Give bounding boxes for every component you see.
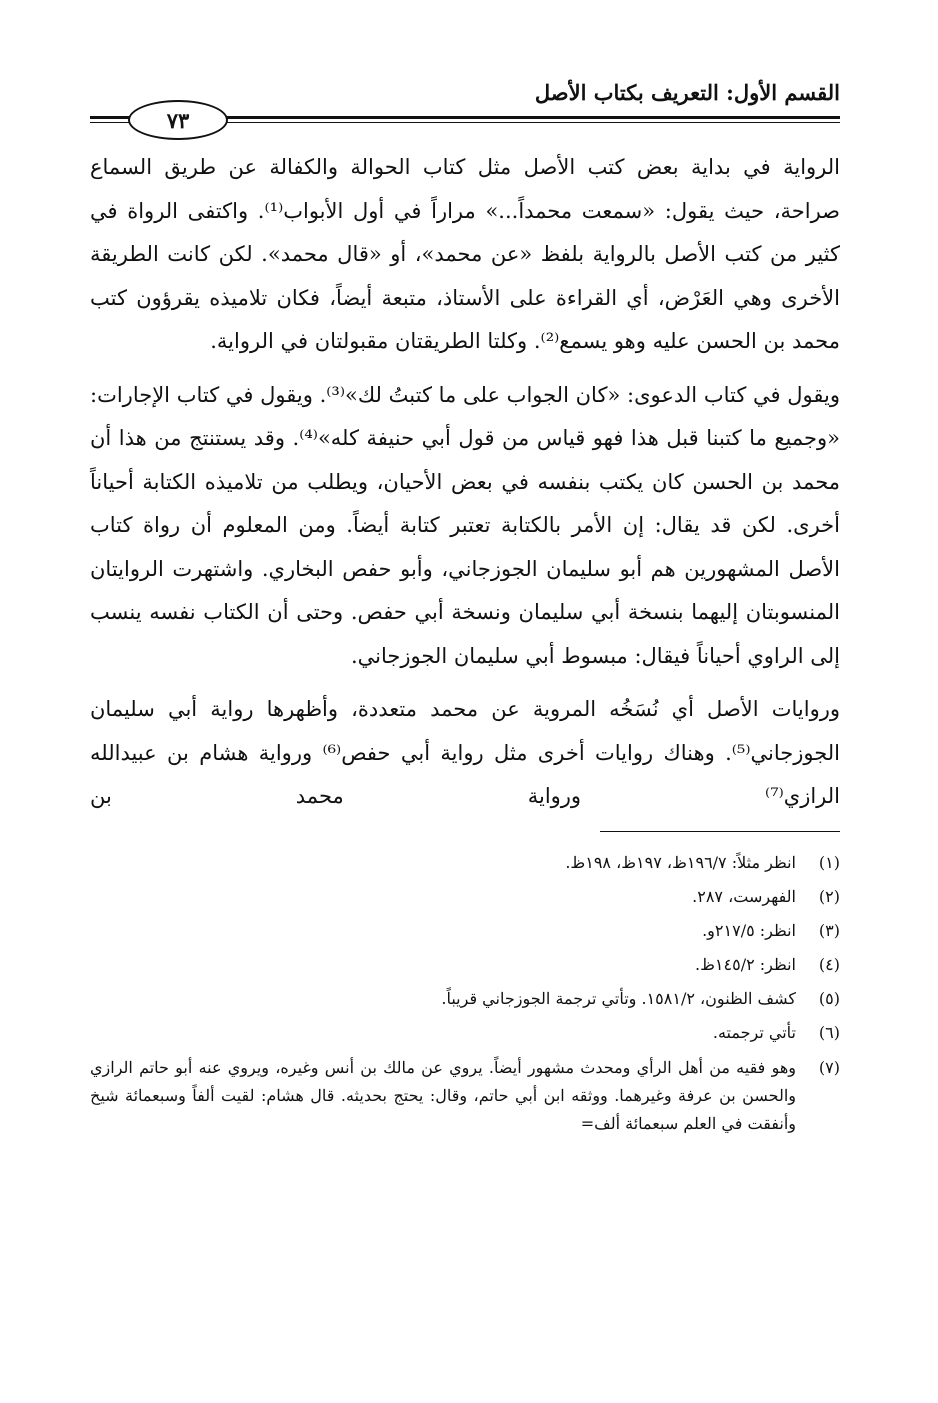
paragraph: ويقول في كتاب الدعوى: «كان الجواب على ما كتبتُ لك»⁽³⁾. ويقول في كتاب الإجارات: «وجميع ما كتبنا قبل هذا فهو قياس من قول أبي حنيفة كله»⁽⁴⁾. وقد يستنتج من هذا أن محمد بن الحسن كان يكتب بنفسه في بعض الأحيان، ويطلب من تلاميذه الكتابة أحياناً أخرى. لكن قد يقال: إن الأمر بالكتابة تعتبر كتابة أيضاً. ومن المعلوم أن رواة كتاب الأصل المشهورين هم أبو سليمان الجوزجاني، وأبو حفص البخاري. واشتهرت الروايتان المنسوبتان إليهما بنسخة أبي سليمان ونسخة أبي حفص. وحتى أن الكتاب نفسه ينسب إلى الراوي أحياناً فيقال: مبسوط أبي سليمان الجوزجاني. <box>90 382 841 668</box>
footnote-separator <box>600 831 840 832</box>
footnote-text: وهو فقيه من أهل الرأي ومحدث مشهور أيضاً. يروي عن مالك بن أنس وغيره، ويروي عنه أبو حاتم الرازي والحسن بن عرفة وغيرهما. ووثقه ابن أبي حاتم، وقال: يحتج بحديثه. قال هشام: لقيت ألفاً وسبعمائة شيخ وأنفقت في العلم سبعمائة ألف= <box>90 1057 796 1133</box>
book-page <box>90 62 840 1138</box>
footnote-number: (٣) <box>818 920 840 940</box>
footnote <box>90 880 840 914</box>
footnote-number: (٥) <box>818 988 840 1008</box>
footnote-number: (٦) <box>818 1022 840 1042</box>
footnote <box>90 1016 840 1050</box>
footnote <box>90 982 840 1016</box>
footnote-text: الفهرست، ٢٨٧. <box>692 886 796 906</box>
section-title: القسم الأول: التعريف بكتاب الأصل <box>534 80 840 105</box>
page-number: ٧٣ <box>128 100 228 140</box>
footnote-text: كشف الظنون، ١٥٨١/٢. وتأتي ترجمة الجوزجاني قريباً. <box>441 988 796 1008</box>
footnote <box>90 948 840 982</box>
footnote <box>90 1054 840 1138</box>
footnote-text: انظر: ٢١٧/٥و. <box>702 920 796 940</box>
footnote <box>90 846 840 880</box>
running-header <box>90 62 840 133</box>
paragraph: الرواية في بداية بعض كتب الأصل مثل كتاب الحوالة والكفالة عن طريق السماع صراحة، حيث يقول: «سمعت محمداً...» مراراً في أول الأبواب⁽¹⁾. واكتفى الرواة في كثير من كتب الأصل بالرواية بلفظ «عن محمد»، أو «قال محمد». لكن كانت الطريقة الأخرى وهي العَرْض، أي القراءة على الأستاذ، متبعة أيضاً، فكان تلاميذه يقرؤون كتب محمد بن الحسن عليه وهو يسمع⁽²⁾. وكلتا الطريقتان مقبولتان في الرواية. <box>90 155 841 353</box>
footnote-text: تأتي ترجمته. <box>712 1022 796 1042</box>
footnote-text: انظر مثلاً: ١٩٦/٧ظ، ١٩٧ظ، ١٩٨ظ. <box>565 852 796 872</box>
footnote-number: (٢) <box>818 886 840 906</box>
paragraph: وروايات الأصل أي نُسَخُه المروية عن محمد متعددة، وأظهرها رواية أبي سليمان الجوزجاني⁽⁵⁾. وهناك روايات أخرى مثل رواية أبي حفص⁽⁶⁾ ورواية هشام بن عبيدالله الرازي⁽⁷⁾ ورواية محمد بن <box>90 697 841 808</box>
footnote-text: انظر: ١٤٥/٢ظ. <box>695 954 796 974</box>
footnote-number: (١) <box>818 852 840 872</box>
footnote <box>90 914 840 948</box>
footnote-number: (٧) <box>818 1057 840 1077</box>
main-text <box>90 146 840 819</box>
footnote-number: (٤) <box>818 954 840 974</box>
footnotes-list <box>90 846 840 1138</box>
